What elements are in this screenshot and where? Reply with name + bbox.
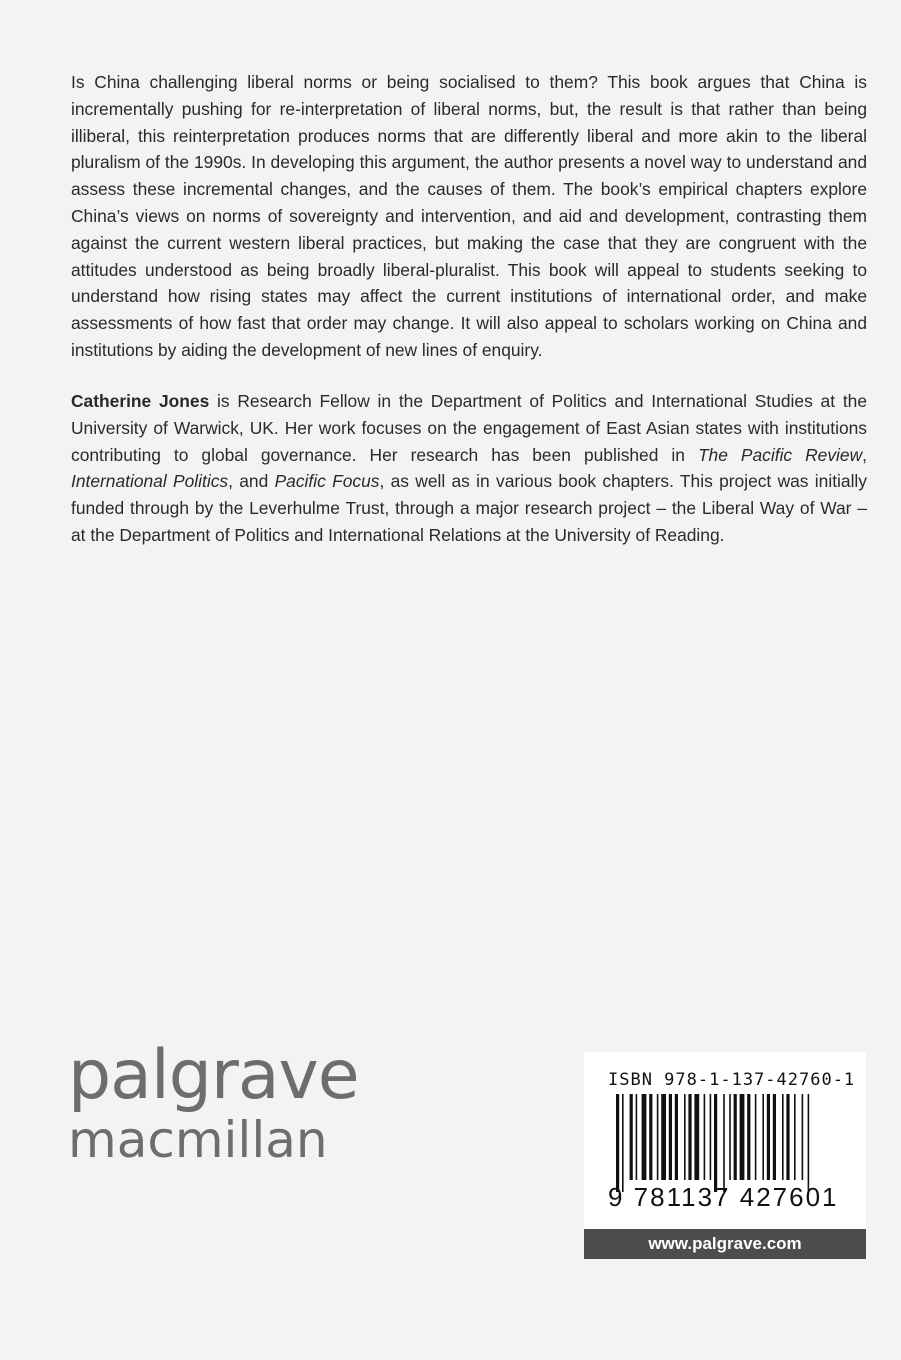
journal-1: The Pacific Review [697,444,863,465]
barcode-digits: 9 781137 427601 [608,1182,839,1212]
isbn-label: ISBN 978-1-137-42760-1 [608,1070,856,1090]
logo-line-2: macmillan [68,1111,328,1169]
publisher-logo [68,1036,359,1169]
barcode-panel [584,1052,866,1229]
website-link[interactable]: www.palgrave.com [584,1229,866,1259]
barcode-icon [598,1094,838,1192]
author-name: Catherine Jones [71,391,210,411]
bio-sep-2: , and [228,471,275,492]
author-bio [71,388,867,549]
journal-2: International Politics [71,471,229,492]
book-description: Is China challenging liberal norms or being socialised to them? This book argues that China is incrementally pushing for re-interpretation of liberal norms, but, the result is that rather than being illiberal, this reinterpretation produces norms that are differently liberal and more akin to the liberal pluralism of the 1990s. In developing this argument, the author presents a novel way to understand and assess these incremental changes, and the causes of them. The book’s empirical chapters explore China’s views on norms of sovereignty and intervention, and aid and development, contrasting them against the current western liberal practices, but making the case that they are congruent with the attitudes understood as being broadly liberal-pluralist. This book will appeal to students seeking to understand how rising states may affect the current institutions of international order, and make assessments of how fast that order may change. It will also appeal to scholars working on China and institutions by aiding the development of new lines of enquiry. [71,72,867,360]
bio-text-1: is Research Fellow in the Department of Politics and International Studies at the University of Warwick, UK. Her work focuses on the engagement of East Asian states with institutions contributing to global governance. Her research has been published in [71,391,867,465]
bio-text-2: , as well as in various book chapters. This project was initially funded through by the Leverhulme Trust, through a major research project – the Liberal Way of War – at the Department of Politics and International Relations at the University of Reading. [71,471,867,545]
logo-line-1: palgrave [68,1036,359,1115]
journal-3: Pacific Focus [274,471,380,492]
bio-sep-1: , [862,444,867,465]
